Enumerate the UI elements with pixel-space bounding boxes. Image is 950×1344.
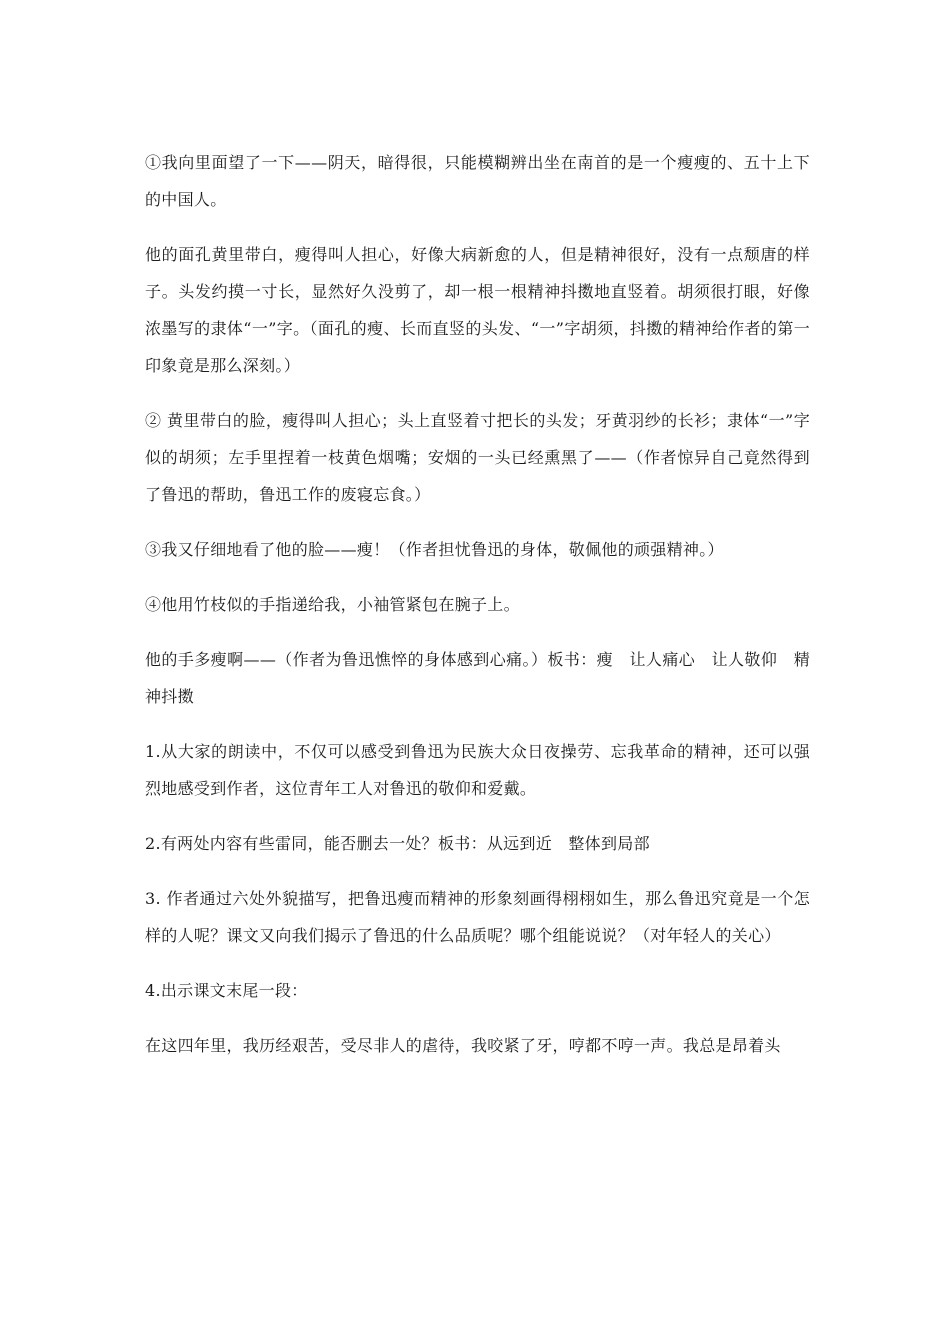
paragraph-6: 他的手多瘦啊——（作者为鲁迅憔悴的身体感到心痛。）板书：瘦 让人痛心 让人敬仰 精神抖擞	[145, 650, 810, 706]
paragraph-11: 在这四年里，我历经艰苦，受尽非人的虐待，我咬紧了牙，哼都不哼一声。我总是昂着头	[145, 1036, 781, 1055]
paragraph-3: ② 黄里带白的脸，瘦得叫人担心；头上直竖着寸把长的头发；牙黄羽纱的长衫；隶体“一”字似的胡须；左手里捏着一枝黄色烟嘴；安烟的一头已经熏黑了——（作者惊异自己竟然得到了鲁迅的帮助，鲁迅工作的废寝忘食。）	[145, 411, 810, 504]
paragraph-5: ④他用竹枝似的手指递给我，小袖管紧包在腕子上。	[145, 595, 520, 614]
document-body	[145, 144, 810, 1082]
paragraph-10: 4.出示课文末尾一段：	[145, 981, 308, 1000]
paragraph-2: 他的面孔黄里带白，瘦得叫人担心，好像大病新愈的人，但是精神很好，没有一点颓唐的样子。头发约摸一寸长，显然好久没剪了，却一根一根精神抖擞地直竖着。胡须很打眼，好像浓墨写的隶体“一”字。（面孔的瘦、长而直竖的头发、“一”字胡须，抖擞的精神给作者的第一印象竟是那么深刻。）	[145, 245, 810, 375]
paragraph-4: ③我又仔细地看了他的脸——瘦！（作者担忧鲁迅的身体，敬佩他的顽强精神。）	[145, 540, 724, 559]
paragraph-9: 3. 作者通过六处外貌描写，把鲁迅瘦而精神的形象刻画得栩栩如生，那么鲁迅究竟是一个怎样的人呢？课文又向我们揭示了鲁迅的什么品质呢？哪个组能说说？（对年轻人的关心）	[145, 889, 810, 945]
paragraph-8: 2.有两处内容有些雷同，能否删去一处？板书：从远到近 整体到局部	[145, 834, 650, 853]
paragraph-1: ①我向里面望了一下——阴天，暗得很，只能模糊辨出坐在南首的是一个瘦瘦的、五十上下的中国人。	[145, 153, 810, 209]
paragraph-7: 1.从大家的朗读中，不仅可以感受到鲁迅为民族大众日夜操劳、忘我革命的精神，还可以强烈地感受到作者，这位青年工人对鲁迅的敬仰和爱戴。	[145, 742, 810, 798]
